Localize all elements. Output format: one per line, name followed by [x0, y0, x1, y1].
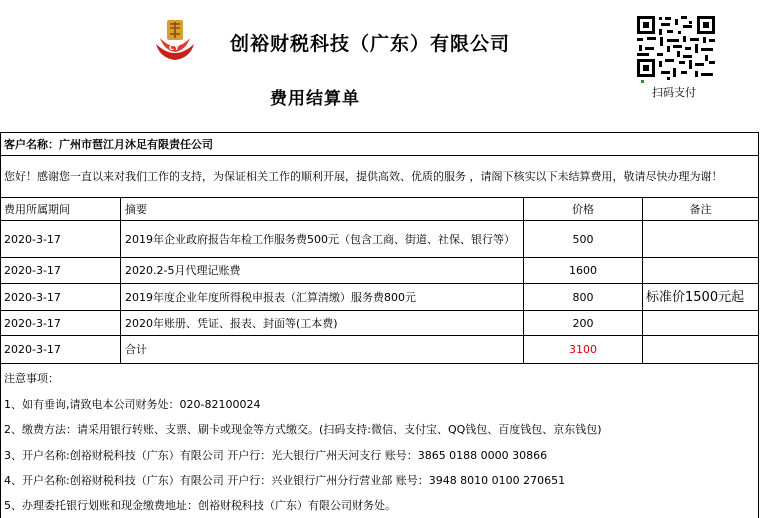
row-period: 2020-3-17 — [4, 290, 61, 304]
note-item: 2、缴费方法：请采用银行转账、支票、刷卡或现金等方式缴交。(扫码支持:微信、支付宝、QQ钱包、百度钱包、京东钱包) — [4, 423, 602, 436]
note-item: 3、开户名称:创裕财税科技（广东）有限公司 开户行：光大银行广州天河支行 账号：3865 0188 0000 30866 — [4, 449, 548, 462]
row-note — [643, 336, 758, 363]
greeting-row — [0, 156, 759, 198]
document-title: 费用结算单 — [270, 89, 360, 109]
row-price: 800 — [572, 290, 594, 304]
total-label: 合计 — [125, 343, 147, 356]
header-note: 备注 — [689, 202, 712, 216]
table-header-row — [0, 198, 759, 221]
note-item: 1、如有垂询,请致电本公司财务处：020-82100024 — [4, 398, 261, 411]
row-note: 标准价1500元起 — [646, 289, 745, 305]
row-note — [643, 258, 758, 283]
row-price: 1600 — [569, 264, 597, 277]
col-divider — [120, 258, 121, 283]
customer-name: 客户名称：广州市琶江月沐足有限责任公司 — [4, 137, 213, 151]
row-summary: 2019年企业政府报告年检工作服务费500元（包含工商、街道、社保、银行等） — [125, 232, 515, 246]
qr-caption: 扫码支付 — [652, 86, 696, 99]
cell-marker — [641, 80, 644, 83]
col-divider — [642, 284, 643, 310]
col-divider — [120, 336, 121, 363]
row-price: 200 — [572, 316, 594, 330]
header-price: 价格 — [572, 202, 594, 216]
row-price: 500 — [572, 232, 594, 246]
row-period: 2020-3-17 — [4, 264, 61, 277]
col-divider — [120, 311, 121, 335]
payment-qr-code[interactable] — [633, 13, 719, 81]
note-item: 5、办理委托银行划账和现金缴费地址：创裕财税科技（广东）有限公司财务处。 — [4, 499, 396, 512]
statement-table — [0, 132, 759, 356]
row-summary: 2020年账册、凭证、报表、封面等(工本费) — [125, 316, 338, 330]
greeting-text: 您好！感谢您一直以来对我们工作的支持，为保证相关工作的顺利开展，提供高效、优质的服务 ，请阁下核实以下未结算费用，敬请尽快办理为谢！ — [4, 170, 723, 183]
table-row — [0, 221, 759, 258]
row-note — [643, 221, 758, 257]
col-divider — [120, 198, 121, 220]
company-name: 创裕财税科技（广东）有限公司 — [230, 33, 511, 55]
header-period: 费用所属期间 — [4, 202, 70, 216]
notes-title: 注意事项： — [4, 372, 59, 385]
svg-text:CY: CY — [169, 44, 180, 52]
row-period: 2020-3-17 — [4, 316, 61, 330]
col-divider — [120, 221, 121, 257]
total-row — [0, 336, 759, 364]
header-summary: 摘要 — [125, 202, 147, 216]
row-note — [643, 311, 758, 335]
row-summary: 2020.2-5月代理记账费 — [125, 264, 241, 277]
table-row — [0, 284, 759, 311]
total-price: 3100 — [569, 343, 597, 356]
row-summary: 2019年度企业年度所得税申报表（汇算清缴）服务费800元 — [125, 290, 416, 304]
col-divider — [120, 284, 121, 310]
customer-row — [0, 133, 759, 156]
row-period: 2020-3-17 — [4, 232, 61, 246]
note-item: 4、开户名称:创裕财税科技（广东）有限公司 开户行：兴业银行广州分行营业部 账号：3948 8010 0100 270651 — [4, 474, 566, 487]
table-row — [0, 258, 759, 284]
table-row — [0, 311, 759, 336]
row-period: 2020-3-17 — [4, 343, 61, 356]
company-logo — [150, 14, 200, 64]
